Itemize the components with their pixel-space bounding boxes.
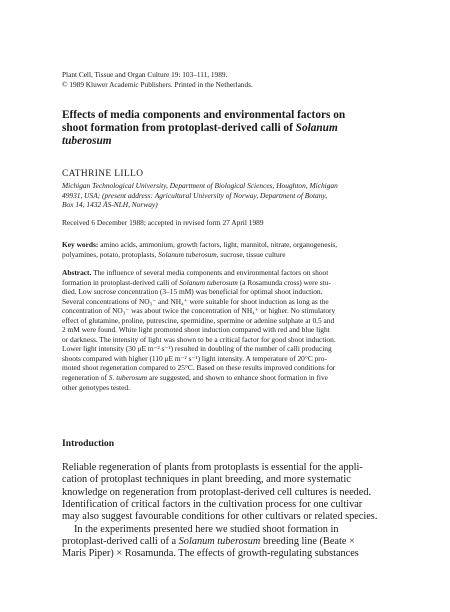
affiliation-line-2: 49931, USA; (present address: Agricultural University of Norway, Department of Botany, [62, 190, 328, 200]
abstract-text: The influence of several media components and environmental factors on shoot [91, 268, 329, 277]
body-line: Maris Piper) × Rosamunda. The effects of growth-regulating substances [62, 548, 359, 560]
abstract-text: (a Rosamunda cross) were stu- [237, 277, 331, 287]
abstract-line: died. Low sucrose concentration (3–15 mM) was beneficial for optimal shoot induction. [62, 287, 323, 297]
keywords-text-3: , sucrose, tissue culture [216, 249, 286, 259]
keywords-line-1 [62, 240, 400, 250]
received-dates: Received 6 December 1988; accepted in revised form 27 April 1989 [62, 218, 264, 227]
abstract-line: 2 mM were found. White light promoted shoot induction compared with red and blue light [62, 325, 330, 335]
abstract-label: Abstract. [62, 268, 92, 277]
body-line: Reliable regeneration of plants from protoplasts is essential for the appli- [62, 462, 363, 473]
introduction-body [62, 462, 400, 561]
abstract-italic: S. tuberosum [108, 373, 148, 383]
keywords-label: Key words: [62, 240, 99, 249]
journal-citation: Plant Cell, Tissue and Organ Culture 19: 103–111, 1989. [62, 70, 228, 79]
keywords-line-2 [62, 250, 400, 260]
body-line: may also suggest favourable conditions for other cultivars or related species. [62, 511, 378, 523]
title-line-1: Effects of media components and environmental factors on [62, 109, 346, 121]
body-line: Identification of critical factors in the cultivation process for one cultivar [62, 499, 363, 511]
body-line [62, 536, 400, 548]
keywords-italic: Solanum tuberosum [158, 249, 217, 259]
abstract-italic: Solanum tuberosum [179, 277, 238, 287]
affiliation-line-3: Box 14, 1432 ÅS-NLH, Norway) [62, 200, 158, 210]
title-line-2 [62, 122, 400, 135]
abstract-text: regeneration of [62, 373, 109, 383]
body-line: cation of protoplast techniques in plant breeding, and more systematic [62, 474, 351, 486]
body-text: breeding line (Beate × [260, 536, 355, 548]
author-affiliation [62, 181, 400, 210]
keywords-text-1: amino acids, ammonium, growth factors, light, mannitol, nitrate, organogenesis, [98, 240, 338, 249]
author-name: CATHRINE LILLO [62, 169, 144, 179]
abstract-line: Several concentrations of NO₃⁻ and NH₄⁺ were suitable for shoot induction as long as the [62, 296, 329, 306]
abstract-line: or darkness. The intensity of light was shown to be a critical factor for good shoot induction. [62, 334, 336, 344]
abstract-line [62, 278, 400, 288]
abstract-line: other genotypes tested. [62, 382, 130, 392]
journal-header [62, 70, 400, 90]
abstract-line: shoots compared with higher (110 μE m⁻² s⁻¹) light intensity. A temperature of 20°C pro- [62, 353, 327, 363]
title-line-2-italic: Solanum [295, 122, 338, 134]
title-line-2-text: shoot formation from protoplast-derived calli of [62, 122, 296, 134]
body-line: knowledge on regeneration from protoplast-derived cell cultures is needed. [62, 486, 372, 498]
body-italic: Solanum tuberosum [178, 536, 261, 548]
title-line-3: tuberosum [62, 135, 112, 147]
section-heading-introduction: Introduction [62, 438, 115, 449]
paper-title [62, 109, 400, 148]
abstract-line: concentration of NO₃⁻ was about twice the concentration of NH₄⁺ or higher. No stimulatory [62, 306, 336, 316]
keywords-text-2: polyamines, potato, protoplasts, [62, 249, 159, 259]
abstract [62, 268, 400, 392]
abstract-text: are suggested, and shown to enhance shoot formation in five [147, 373, 328, 383]
body-text: protoplast-derived calli of a [62, 536, 179, 548]
abstract-line: effect of glutamine, proline, putrescine, spermidine, spermine or adenine sulphate at 0.5 and [62, 315, 335, 325]
abstract-line: Lower light intensity (30 μE m⁻² s⁻¹) resulted in doubling of the number of calli producing [62, 344, 332, 354]
keywords [62, 240, 400, 259]
body-line: In the experiments presented here we studied shoot formation in [74, 523, 339, 535]
affiliation-line-1: Michigan Technological University, Department of Biological Sciences, Houghton, Michigan [62, 181, 338, 190]
abstract-line: moted shoot regeneration compared to 25°C. Based on these results improved conditions for [62, 363, 336, 373]
abstract-line [62, 373, 400, 383]
copyright-line: © 1989 Kluwer Academic Publishers. Printed in the Netherlands. [62, 80, 253, 89]
abstract-text: formation in protoplast-derived calli of [62, 277, 180, 287]
abstract-line [62, 268, 400, 278]
